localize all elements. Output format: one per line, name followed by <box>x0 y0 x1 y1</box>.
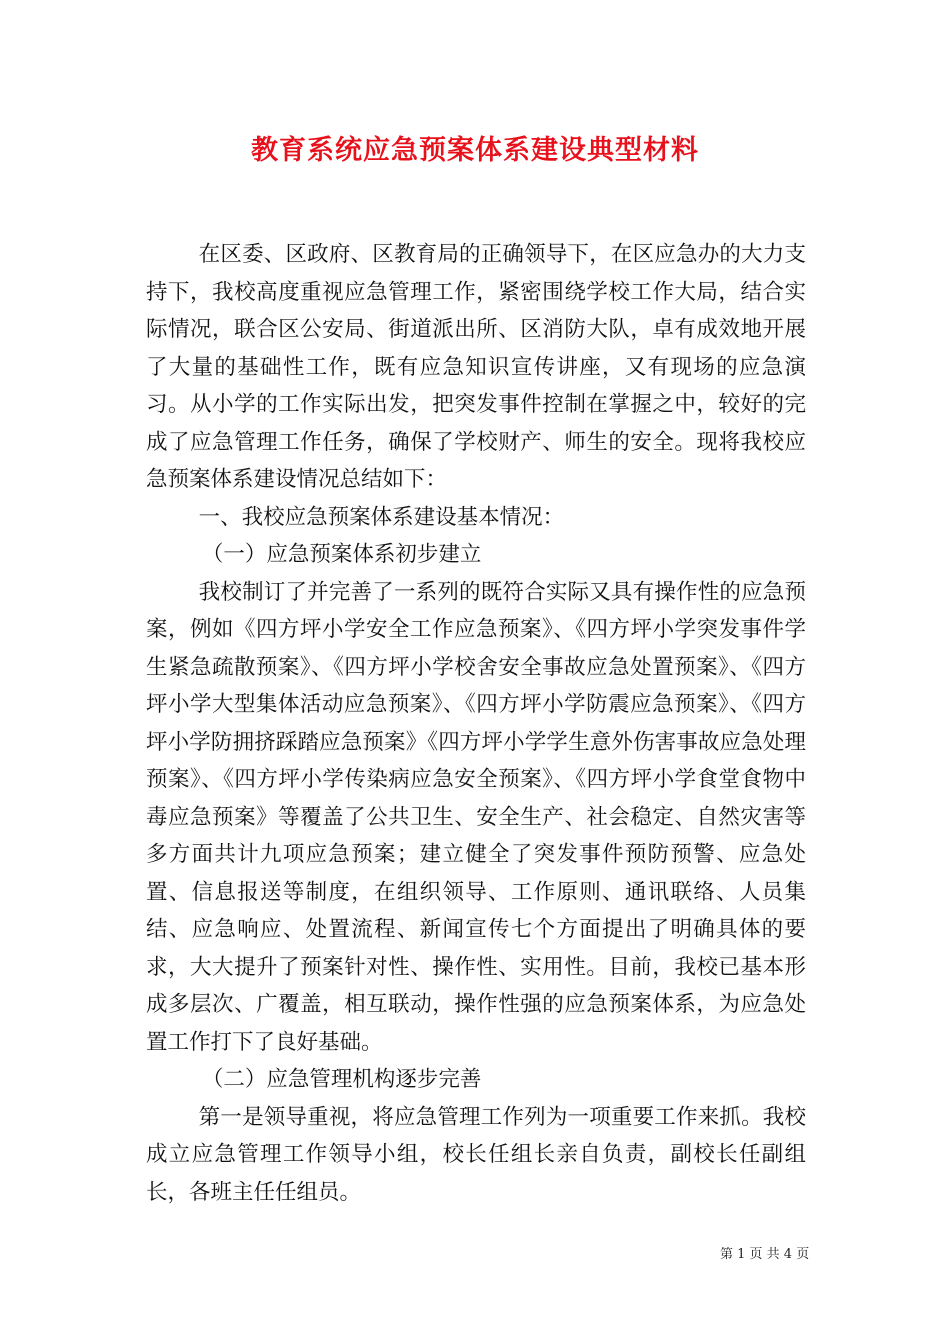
document-body <box>146 236 806 1211</box>
page-title: 教育系统应急预案体系建设典型材料 <box>251 135 699 166</box>
section-1-paragraph: 我校制订了并完善了一系列的既符合实际又具有操作性的应急预案，例如《四方坪小学安全工作应急预案》、《四方坪小学突发事件学生紧急疏散预案》、《四方坪小学校舍安全事故应急处置预案》、《四方坪小学大型集体活动应急预案》、《四方坪小学防震应急预案》、《四方坪小学防拥挤踩踏应急预案》《四方坪小学学生意外伤害事故应急处理预案》、《四方坪小学传染病应急安全预案》、《四方坪小学食堂食物中毒应急预案》等覆盖了公共卫生、安全生产、社会稳定、自然灾害等多方面共计九项应急预案；建立健全了突发事件预防预警、应急处置、信息报送等制度，在组织领导、工作原则、通讯联络、人员集结、应急响应、处置流程、新闻宣传七个方面提出了明确具体的要求，大大提升了预案针对性、操作性、实用性。目前，我校已基本形成多层次、广覆盖，相互联动，操作性强的应急预案体系，为应急处置工作打下了良好基础。 <box>146 579 806 1055</box>
section-heading-1: 一、我校应急预案体系建设基本情况： <box>198 504 565 530</box>
page-number: 第 1 页 共 4 页 <box>720 1247 810 1262</box>
section-2-paragraph: 第一是领导重视，将应急管理工作列为一项重要工作来抓。我校成立应急管理工作领导小组，校长任组长亲自负责，副校长任副组长，各班主任任组员。 <box>146 1104 806 1205</box>
intro-paragraph: 在区委、区政府、区教育局的正确领导下，在区应急办的大力支持下，我校高度重视应急管理工作，紧密围绕学校工作大局，结合实际情况，联合区公安局、街道派出所、区消防大队，卓有成效地开展了大量的基础性工作，既有应急知识宣传讲座，又有现场的应急演习。从小学的工作实际出发，把突发事件控制在掌握之中，较好的完成了应急管理工作任务，确保了学校财产、师生的安全。现将我校应急预案体系建设情况总结如下： <box>146 242 806 492</box>
subsection-heading-2: （二）应急管理机构逐步完善 <box>201 1067 482 1092</box>
subsection-heading-1: （一）应急预案体系初步建立 <box>201 542 482 567</box>
